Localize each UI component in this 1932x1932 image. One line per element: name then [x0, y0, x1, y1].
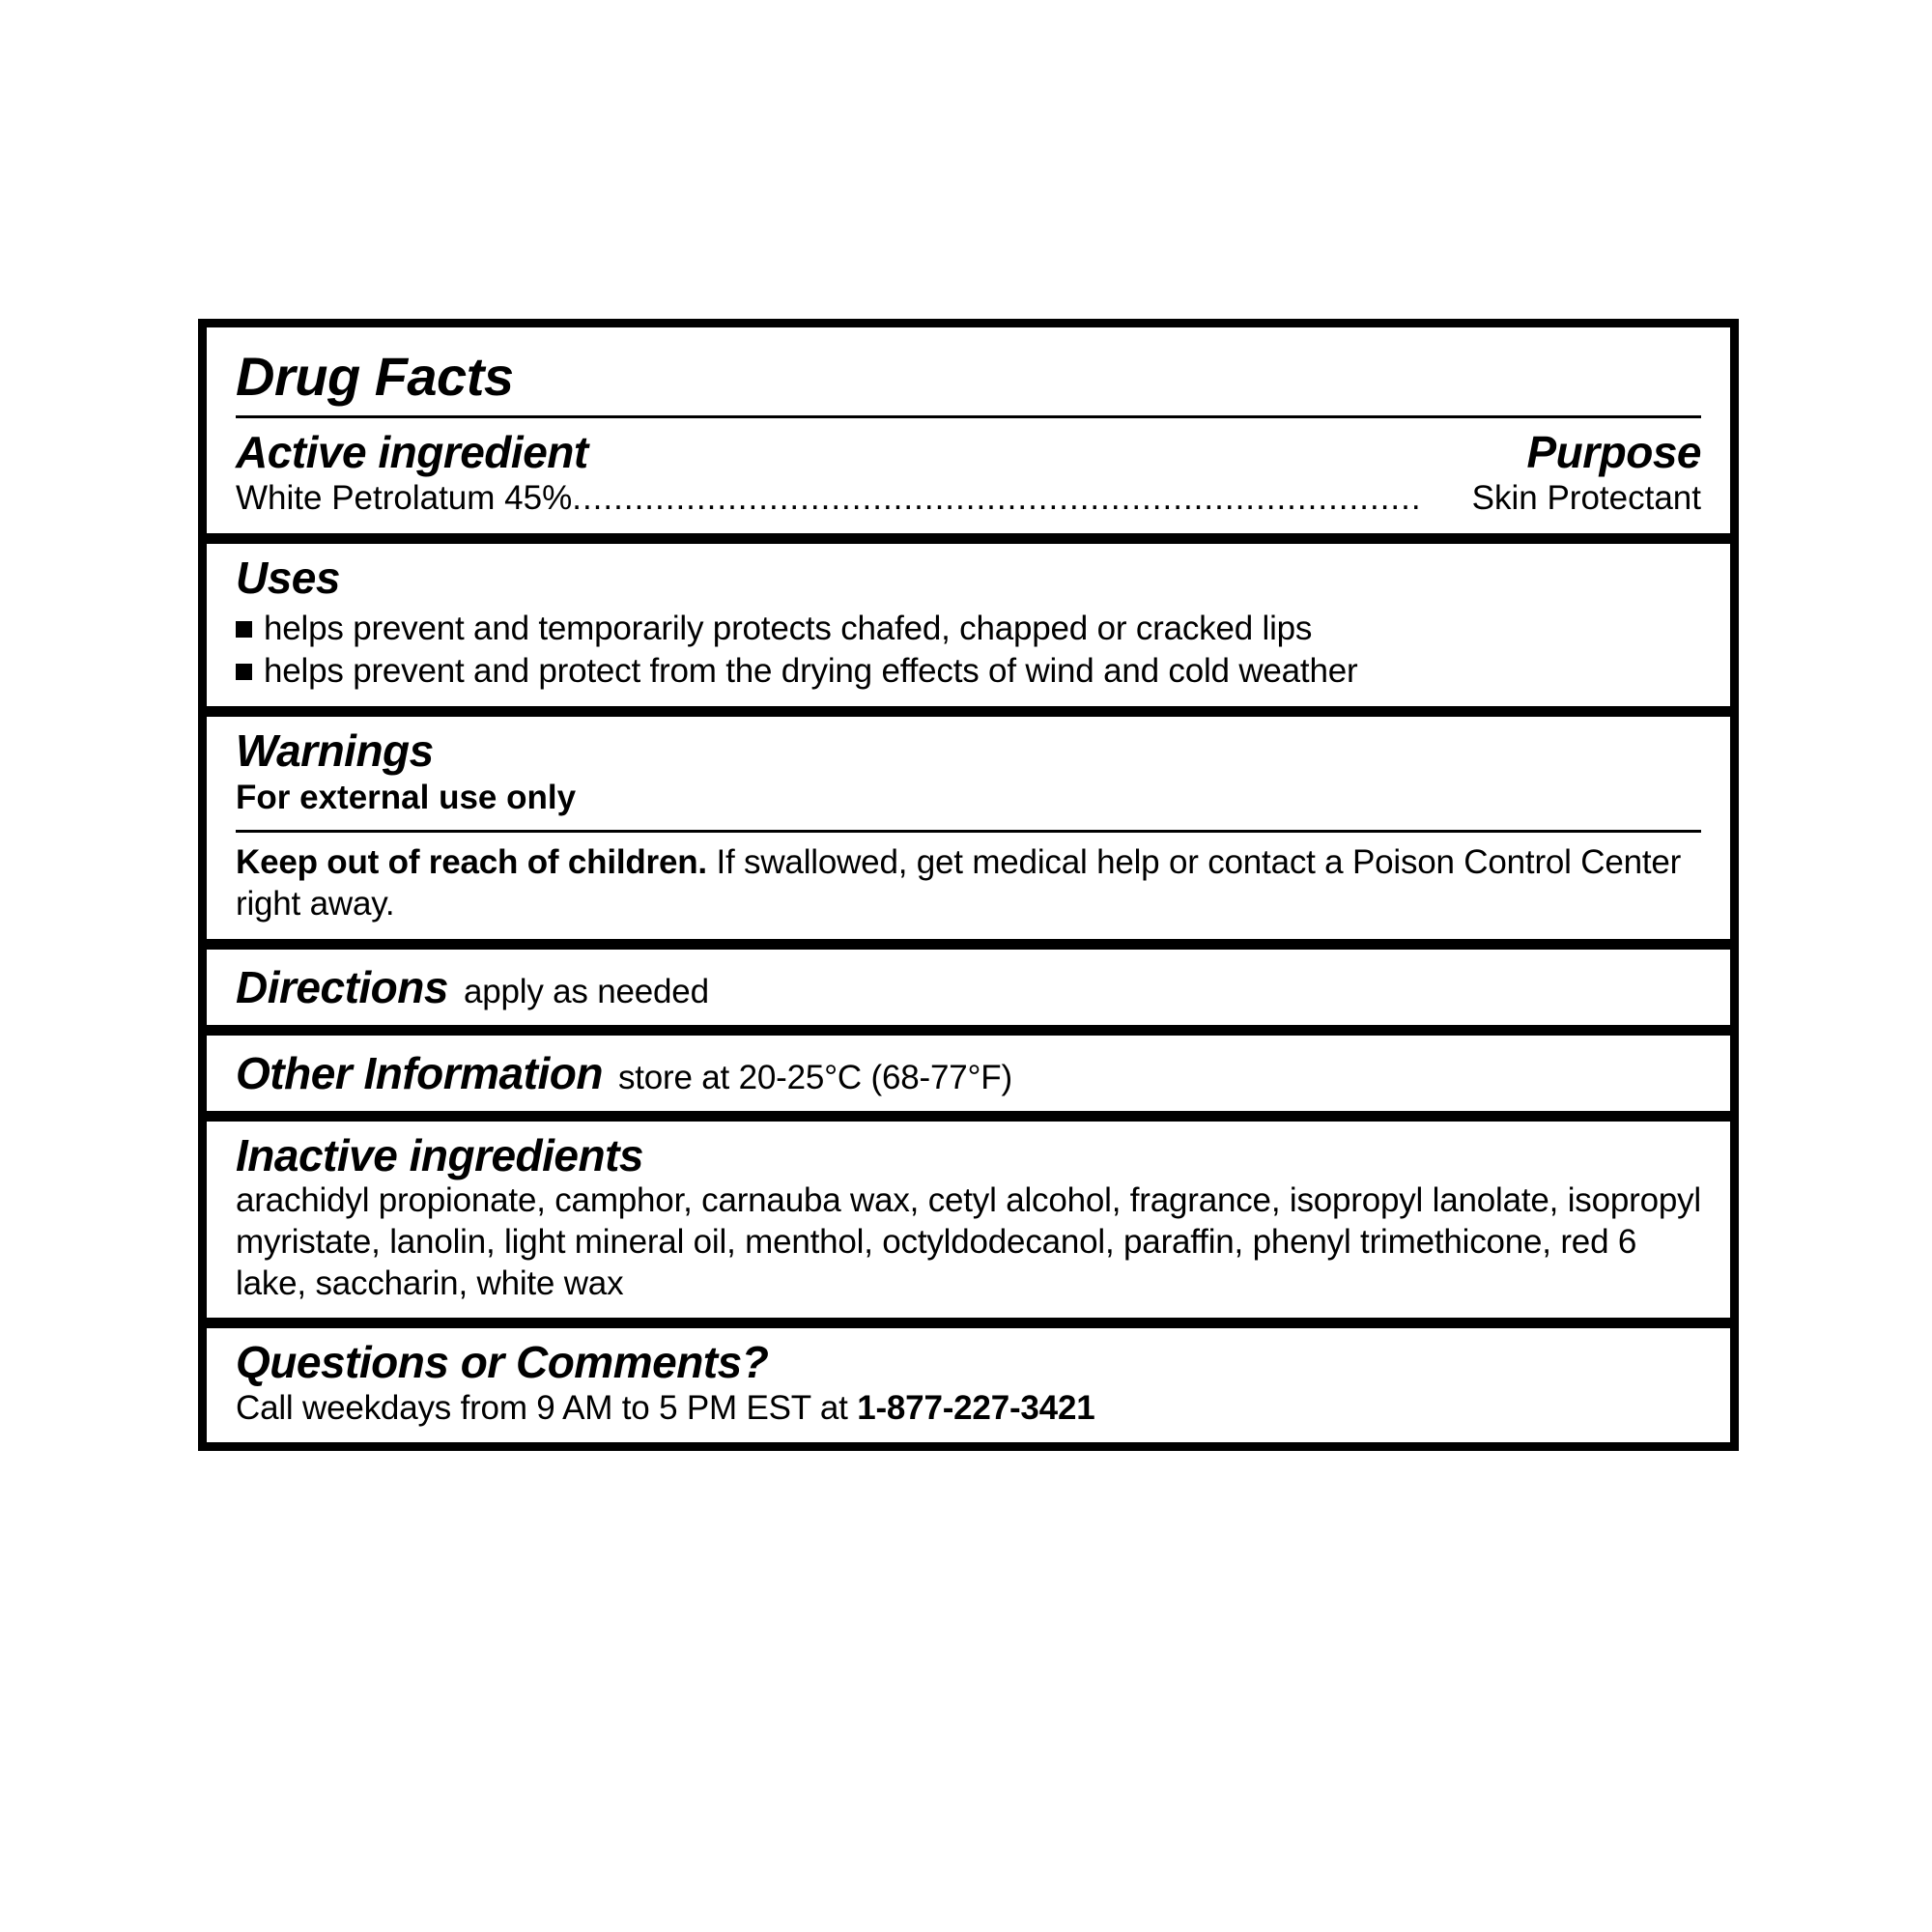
section-divider — [207, 706, 1730, 717]
questions-text: Call weekdays from 9 AM to 5 PM EST at — [236, 1388, 858, 1427]
active-ingredient-heading: Active ingredient — [236, 426, 588, 477]
active-ingredient-name: White Petrolatum 45% — [236, 479, 573, 518]
dot-leader: .................................................................................. — [572, 479, 1422, 518]
warnings-section — [207, 717, 1730, 939]
square-bullet-icon — [236, 664, 252, 680]
inactive-ingredients-heading: Inactive ingredients — [236, 1129, 644, 1180]
phone-number[interactable]: 1-877-227-3421 — [857, 1388, 1095, 1427]
inactive-ingredients-section — [207, 1122, 1730, 1319]
other-information-text: store at 20-25°C (68-77°F) — [617, 1058, 1012, 1096]
square-bullet-icon — [236, 621, 252, 638]
warnings-divider — [236, 830, 1701, 833]
keep-out-rest-text: If swallowed, get medical help or contact a Poison Control Center right away. — [236, 843, 1682, 923]
other-information-row — [236, 1047, 1701, 1099]
inactive-ingredients-text: arachidyl propionate, camphor, carnauba wax, cetyl alcohol, fragrance, isopropyl lanolate, isopropyl myristate, lanolin, light mineral oil, menthol, octyldodecanol, paraffin, phenyl trimethicone, red 6 lake, saccharin, white wax — [236, 1181, 1701, 1302]
active-ingredient-line — [236, 477, 1701, 520]
questions-heading: Questions or Comments? — [236, 1337, 769, 1388]
questions-section — [207, 1328, 1730, 1442]
active-ingredient-purpose: Skin Protectant — [1471, 479, 1701, 518]
uses-section — [207, 544, 1730, 706]
list-item — [236, 650, 1701, 693]
purpose-heading: Purpose — [1526, 426, 1701, 477]
other-information-section — [207, 1036, 1730, 1111]
section-divider — [207, 939, 1730, 950]
section-divider — [207, 1318, 1730, 1328]
list-item — [236, 608, 1701, 650]
directions-text: apply as needed — [463, 972, 709, 1010]
warnings-heading: Warnings — [236, 724, 434, 776]
page-title: Drug Facts — [236, 346, 514, 407]
section-divider — [207, 533, 1730, 544]
active-ingredient-heading-row — [236, 428, 1701, 478]
external-use-warning: For external use only — [236, 779, 577, 817]
keep-out-of-reach-warning — [236, 842, 1701, 924]
directions-section — [207, 950, 1730, 1025]
directions-heading: Directions — [236, 961, 448, 1012]
active-ingredient-section — [207, 418, 1730, 533]
uses-list — [236, 608, 1701, 693]
uses-heading: Uses — [236, 553, 340, 604]
other-information-heading: Other Information — [236, 1047, 603, 1098]
keep-out-bold-text: Keep out of reach of children. — [236, 843, 707, 882]
directions-row — [236, 961, 1701, 1013]
uses-item-text: helps prevent and temporarily protects chafed, chapped or cracked lips — [264, 609, 1313, 647]
questions-contact-line — [236, 1388, 1701, 1430]
uses-item-text: helps prevent and protect from the drying effects of wind and cold weather — [264, 651, 1358, 690]
drug-facts-label — [198, 319, 1739, 1451]
section-divider — [207, 1025, 1730, 1036]
section-divider — [207, 1111, 1730, 1122]
